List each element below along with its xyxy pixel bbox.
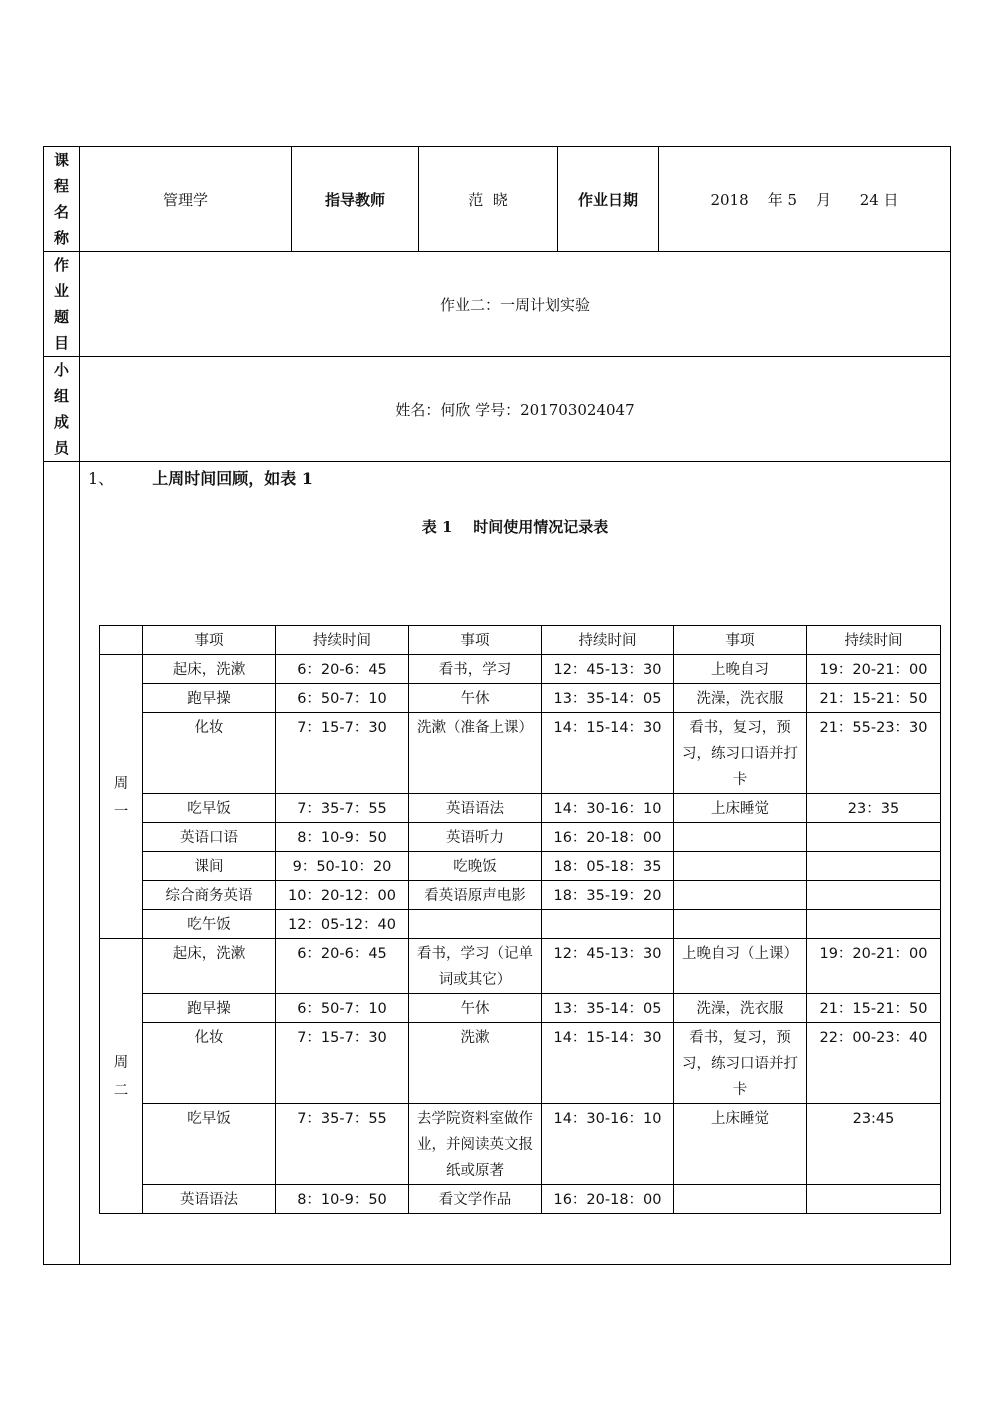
duration-cell: 6：20-6：45 [276, 939, 409, 994]
activity-cell: 起床，洗漱 [143, 939, 276, 994]
activity-cell: 去学院资料室做作业，并阅读英文报纸或原著 [409, 1104, 542, 1185]
activity-cell [674, 852, 807, 881]
activity-cell: 综合商务英语 [143, 881, 276, 910]
table-row [100, 881, 941, 910]
table-header-row [100, 626, 941, 655]
assignment-title: 作业二：一周计划实验 [80, 252, 951, 357]
duration-cell: 19：20-21：00 [807, 655, 941, 684]
table-row [100, 939, 941, 994]
activity-cell: 看书，学习 [409, 655, 542, 684]
table-row [100, 684, 941, 713]
activity-cell: 洗澡，洗衣服 [674, 994, 807, 1023]
activity-cell: 看文学作品 [409, 1185, 542, 1214]
header-cell: 事项 [674, 626, 807, 655]
activity-cell: 午休 [409, 684, 542, 713]
table-row [100, 910, 941, 939]
header-cell [100, 626, 143, 655]
duration-cell: 21：55-23：30 [807, 713, 941, 794]
duration-cell: 7：35-7：55 [276, 794, 409, 823]
table-row [100, 1104, 941, 1185]
group-members: 姓名：何欣 学号：201703024047 [80, 357, 951, 462]
duration-cell [542, 910, 674, 939]
activity-cell: 课间 [143, 852, 276, 881]
date-value: 2018 年 5 月 24 日 [659, 147, 951, 252]
activity-cell: 吃早饭 [143, 1104, 276, 1185]
activity-cell: 上床睡觉 [674, 1104, 807, 1185]
section-heading: 1、 上周时间回顾，如表 1 [88, 469, 313, 488]
table-row [100, 713, 941, 794]
duration-cell: 8：10-9：50 [276, 1185, 409, 1214]
activity-cell: 洗澡，洗衣服 [674, 684, 807, 713]
activity-cell: 英语语法 [143, 1185, 276, 1214]
duration-cell: 12：45-13：30 [542, 939, 674, 994]
duration-cell: 18：05-18：35 [542, 852, 674, 881]
duration-cell [807, 1185, 941, 1214]
content-section [80, 462, 951, 1265]
activity-cell: 英语语法 [409, 794, 542, 823]
duration-cell: 23:45 [807, 1104, 941, 1185]
duration-cell: 6：20-6：45 [276, 655, 409, 684]
duration-cell: 10：20-12：00 [276, 881, 409, 910]
duration-cell: 7：15-7：30 [276, 1023, 409, 1104]
table-row [100, 1023, 941, 1104]
duration-cell [807, 852, 941, 881]
table-row [100, 794, 941, 823]
duration-cell: 21：15-21：50 [807, 684, 941, 713]
date-label: 作业日期 [558, 147, 659, 252]
activity-cell: 看书，学习（记单词或其它） [409, 939, 542, 994]
activity-cell: 英语听力 [409, 823, 542, 852]
course-name: 管理学 [80, 147, 292, 252]
table-row [100, 852, 941, 881]
activity-cell: 上床睡觉 [674, 794, 807, 823]
duration-cell: 14：15-14：30 [542, 1023, 674, 1104]
duration-cell: 8：10-9：50 [276, 823, 409, 852]
table-row [100, 994, 941, 1023]
assignment-title-label: 作 业 题 目 [44, 252, 80, 357]
activity-cell: 化妆 [143, 1023, 276, 1104]
duration-cell: 22：00-23：40 [807, 1023, 941, 1104]
teacher-name: 范 晓 [419, 147, 558, 252]
duration-cell: 13：35-14：05 [542, 684, 674, 713]
activity-cell: 吃午饭 [143, 910, 276, 939]
activity-cell [674, 1185, 807, 1214]
duration-cell: 13：35-14：05 [542, 994, 674, 1023]
assignment-form [43, 146, 951, 1265]
activity-cell [674, 910, 807, 939]
duration-cell: 7：15-7：30 [276, 713, 409, 794]
day-label: 周 二 [100, 939, 143, 1214]
activity-cell: 洗漱 [409, 1023, 542, 1104]
activity-cell: 午休 [409, 994, 542, 1023]
duration-cell: 6：50-7：10 [276, 684, 409, 713]
table-row [100, 655, 941, 684]
table-caption: 表 1 时间使用情况记录表 [421, 518, 609, 536]
activity-cell: 看书，复习，预习，练习口语并打卡 [674, 1023, 807, 1104]
header-cell: 持续时间 [542, 626, 674, 655]
duration-cell [807, 910, 941, 939]
duration-cell [807, 823, 941, 852]
activity-cell: 吃晚饭 [409, 852, 542, 881]
activity-cell [409, 910, 542, 939]
activity-cell: 起床，洗漱 [143, 655, 276, 684]
header-cell: 持续时间 [276, 626, 409, 655]
activity-cell: 上晚自习 [674, 655, 807, 684]
duration-cell: 12：45-13：30 [542, 655, 674, 684]
content-label-cell [44, 462, 80, 1265]
activity-cell [674, 823, 807, 852]
duration-cell: 12：05-12：40 [276, 910, 409, 939]
duration-cell: 19：20-21：00 [807, 939, 941, 994]
course-name-label: 课 程 名 称 [44, 147, 80, 252]
table-row [100, 823, 941, 852]
activity-cell: 看英语原声电影 [409, 881, 542, 910]
activity-cell: 吃早饭 [143, 794, 276, 823]
duration-cell: 23：35 [807, 794, 941, 823]
header-cell: 事项 [409, 626, 542, 655]
activity-cell: 跑早操 [143, 994, 276, 1023]
activity-cell: 洗漱（准备上课） [409, 713, 542, 794]
activity-cell: 英语口语 [143, 823, 276, 852]
activity-cell: 化妆 [143, 713, 276, 794]
duration-cell [807, 881, 941, 910]
duration-cell: 18：35-19：20 [542, 881, 674, 910]
duration-cell: 14：30-16：10 [542, 1104, 674, 1185]
activity-cell: 跑早操 [143, 684, 276, 713]
duration-cell: 6：50-7：10 [276, 994, 409, 1023]
duration-cell: 16：20-18：00 [542, 823, 674, 852]
duration-cell: 14：30-16：10 [542, 794, 674, 823]
day-label: 周 一 [100, 655, 143, 939]
duration-cell: 16：20-18：00 [542, 1185, 674, 1214]
activity-cell: 看书，复习，预习，练习口语并打卡 [674, 713, 807, 794]
duration-cell: 9：50-10：20 [276, 852, 409, 881]
table-row [100, 1185, 941, 1214]
time-record-table [99, 625, 941, 1214]
duration-cell: 7：35-7：55 [276, 1104, 409, 1185]
header-cell: 事项 [143, 626, 276, 655]
header-cell: 持续时间 [807, 626, 941, 655]
group-members-label: 小 组 成 员 [44, 357, 80, 462]
teacher-label: 指导教师 [292, 147, 419, 252]
activity-cell: 上晚自习（上课） [674, 939, 807, 994]
duration-cell: 14：15-14：30 [542, 713, 674, 794]
activity-cell [674, 881, 807, 910]
duration-cell: 21：15-21：50 [807, 994, 941, 1023]
